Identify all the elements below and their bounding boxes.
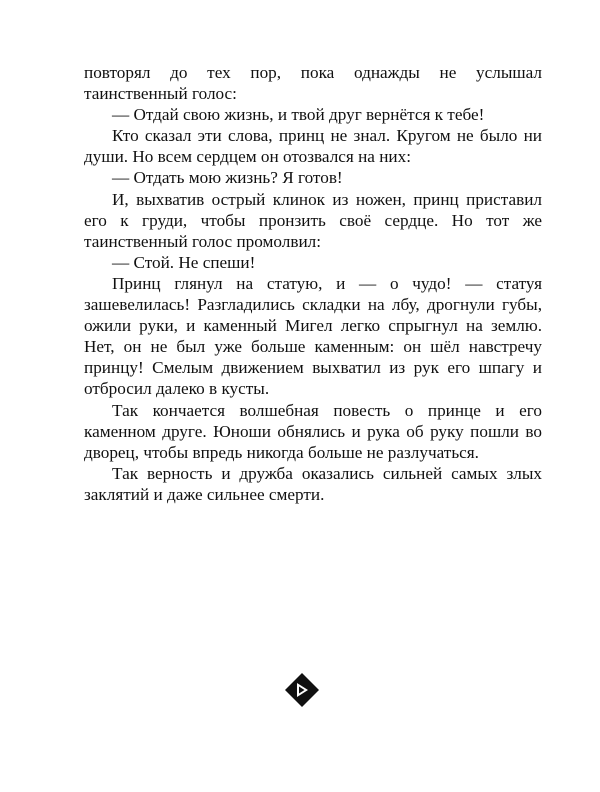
- paragraph-5: И, выхватив острый клинок из ножен, принц приставил его к груди, чтобы пронзить своё сердце. Но тот же таинственный голос промолвил:: [84, 189, 542, 251]
- paragraph-8: Так кончается волшебная повесть о принце и его каменном друге. Юноши обнялись и рука об руку пошли во дворец, чтобы впредь никогда больше не разлучаться.: [84, 400, 542, 462]
- paragraph-3: Кто сказал эти слова, принц не знал. Кругом не было ни души. Но всем сердцем он отозвался на них:: [84, 126, 542, 167]
- paragraph-2: — Отдай свою жизнь, и твой друг вернётся к тебе!: [112, 105, 485, 125]
- paragraph-6: — Стой. Не спеши!: [112, 252, 256, 272]
- story-text: [84, 62, 542, 505]
- diamond-ornament-icon: [284, 672, 320, 708]
- paragraph-9: Так верность и дружба оказались сильней самых злых заклятий и даже сильнее смерти.: [84, 463, 542, 504]
- paragraph-1: повторял до тех пор, пока однажды не услышал таинственный голос:: [84, 63, 542, 104]
- paragraph-4: — Отдать мою жизнь? Я готов!: [112, 168, 343, 188]
- paragraph-7: Принц глянул на статую, и — о чудо! — статуя зашевелилась! Разгладились складки на лбу, дрогнули губы, ожили руки, и каменный Мигел легко спрыгнул на землю. Нет, он не был уже больше каменным: он шёл навстречу принцу! Смелым движением выхватил из рук его шпагу и отбросил далеко в кусты.: [84, 273, 542, 399]
